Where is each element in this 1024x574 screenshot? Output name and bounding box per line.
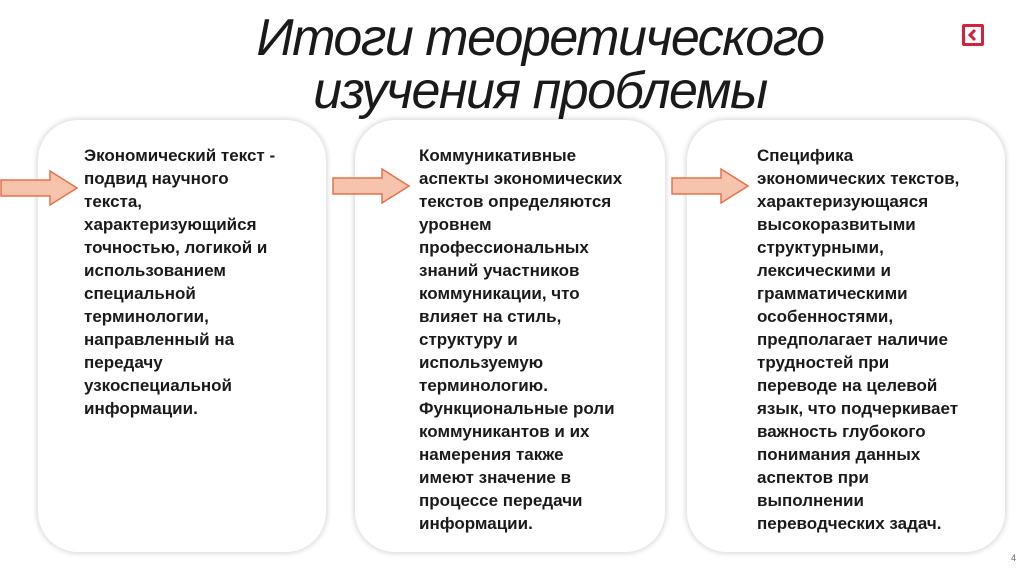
summary-card-2-text: Коммуникативные аспекты экономических текстов определяются уровнем профессиональных знаний участников коммуникации, что влияет на стиль, структуру и используемую терминологию. Функциональные роли коммуникантов и их намерения также имеют значение в процессе передачи информации.	[419, 146, 623, 533]
page-number: 4	[1010, 553, 1016, 563]
right-arrow-icon	[332, 168, 412, 204]
slide-title: Итоги теоретического изучения проблемы	[256, 9, 824, 120]
back-arrow-icon[interactable]	[962, 24, 984, 46]
summary-card-3-text: Специфика экономических текстов, характеризующаяся высокоразвитыми структурными, лексическими и грамматическими особенностями, предполагает наличие трудностей при переводе на целевой язык, что подчеркивает важность глубокого понимания данных аспектов при выполнении переводческих задач.	[757, 146, 960, 533]
right-arrow-icon	[671, 168, 751, 204]
back-arrow-glyph	[965, 27, 981, 43]
right-arrow-icon	[0, 170, 80, 206]
summary-card-1	[38, 120, 326, 552]
summary-card-1-text: Экономический текст - подвид научного текста, характеризующийся точностью, логикой и использованием специальной терминологии, направленный на передачу узкоспециальной информации.	[84, 146, 276, 418]
